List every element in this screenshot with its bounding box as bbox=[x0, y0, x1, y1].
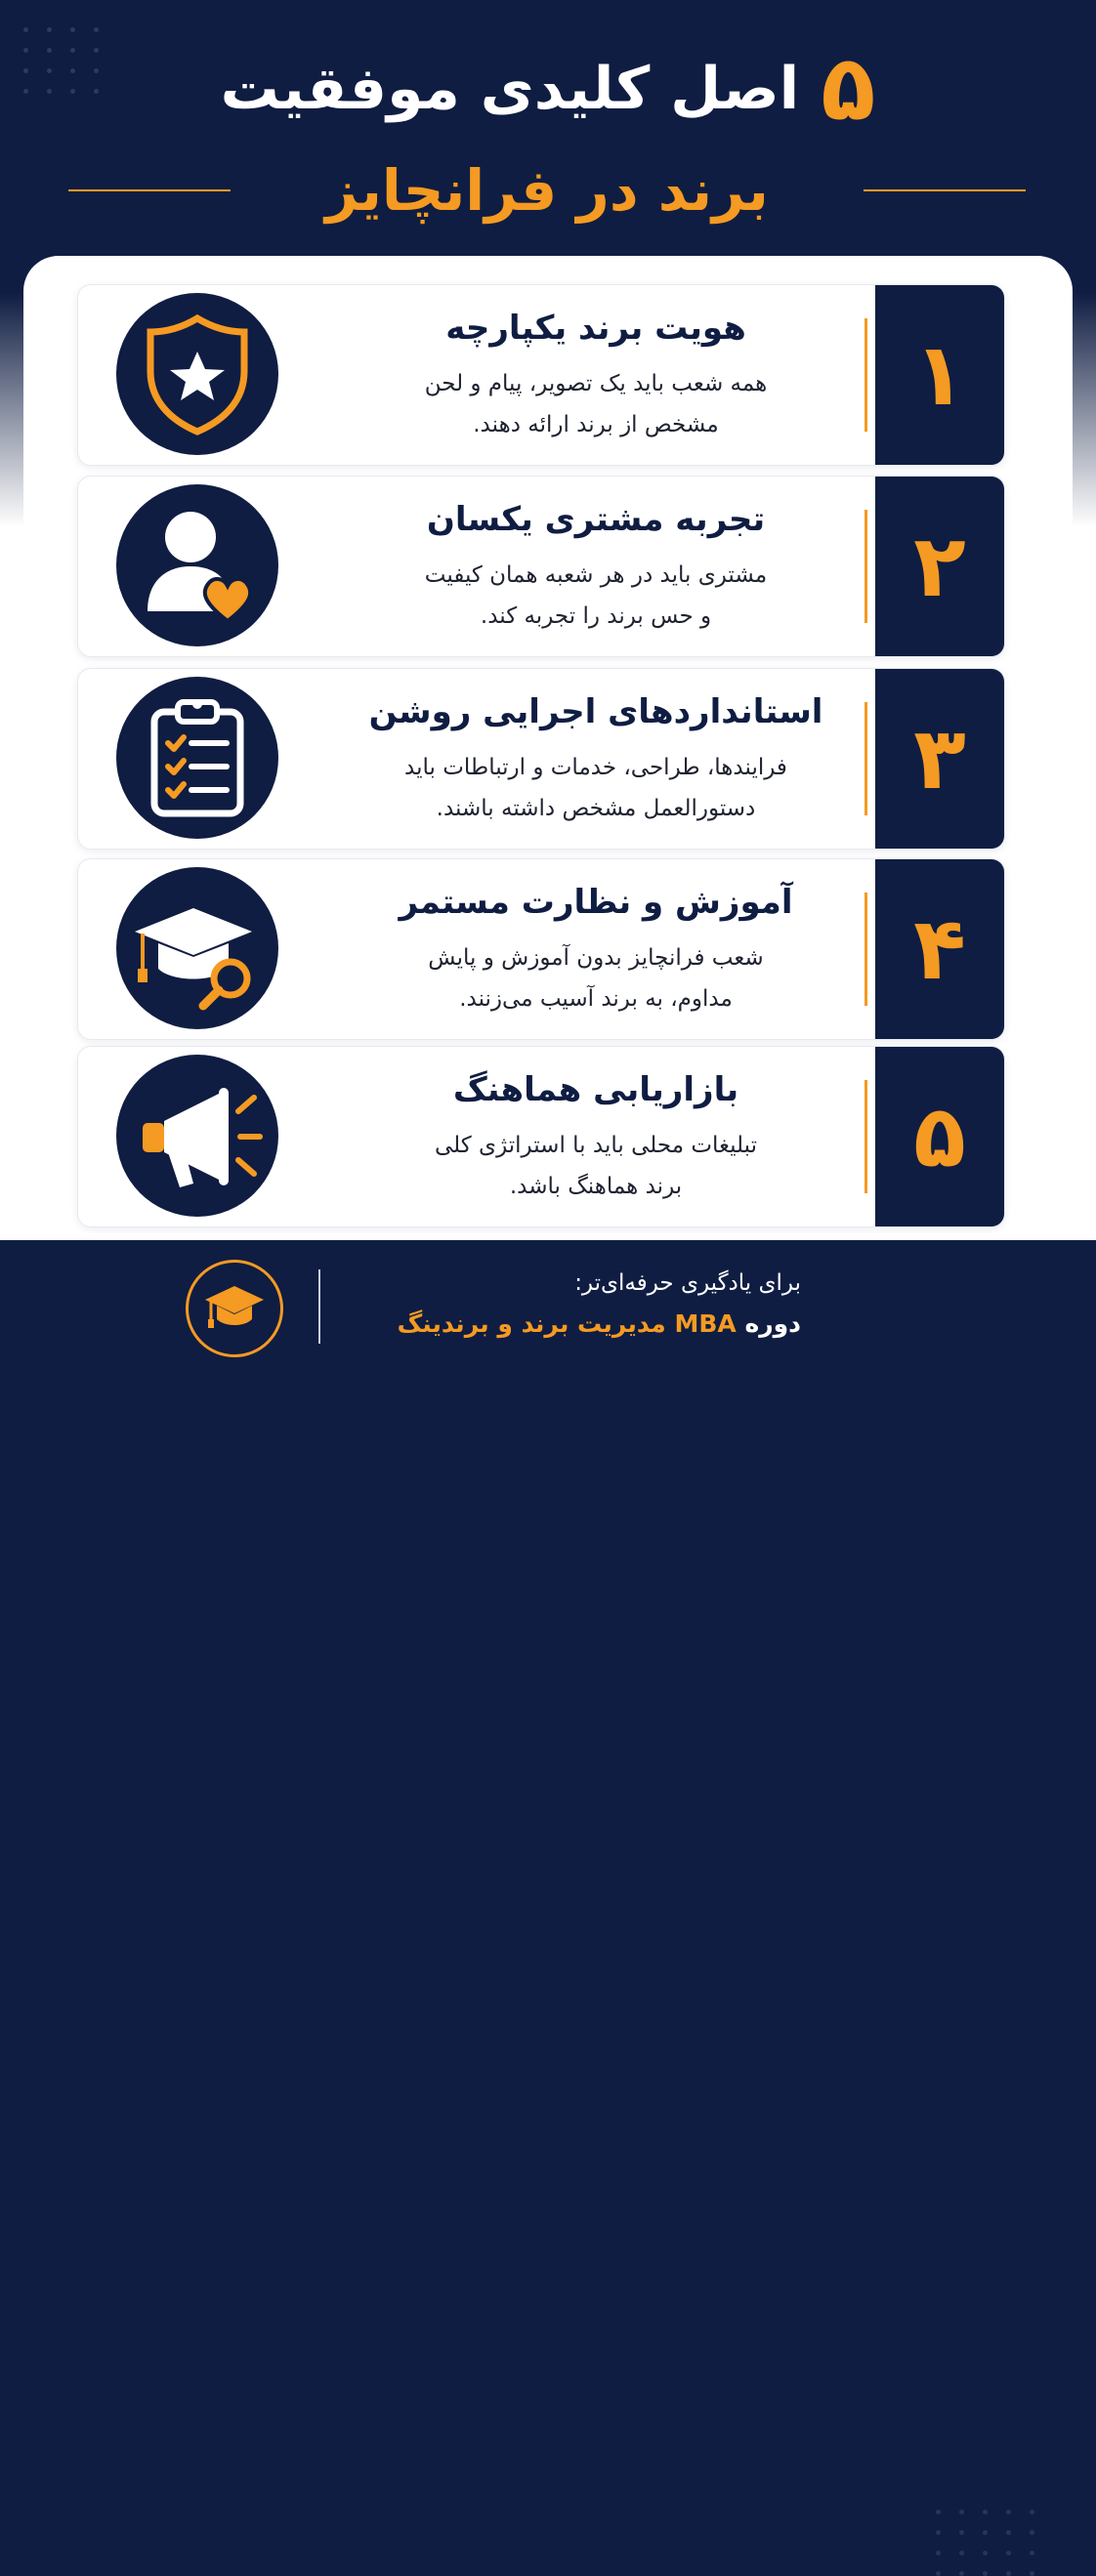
card-number: ۵ bbox=[913, 1086, 966, 1186]
customer-heart-icon bbox=[134, 502, 261, 629]
card-description-line-2: برند هماهنگ باشد. bbox=[509, 1174, 683, 1199]
card-number-tab bbox=[875, 1047, 1004, 1226]
card-number: ۴ bbox=[913, 898, 966, 999]
card-description-line-2: و حس برند را تجربه کند. bbox=[480, 603, 712, 629]
subtitle-row bbox=[68, 146, 1026, 234]
footer-course bbox=[352, 1303, 801, 1346]
accent-line bbox=[864, 1080, 867, 1193]
card-title: هویت برند یکپارچه bbox=[445, 309, 746, 348]
card-title: استانداردهای اجرایی روشن bbox=[368, 692, 823, 731]
card-description bbox=[361, 937, 830, 1019]
footer-icon-circle bbox=[186, 1260, 283, 1357]
card-text bbox=[361, 1066, 830, 1207]
card-description-line-1: شعب فرانچایز بدون آموزش و پایش bbox=[428, 945, 764, 971]
divider-right bbox=[864, 189, 1026, 191]
icon-circle bbox=[116, 293, 278, 455]
megaphone-icon bbox=[129, 1072, 266, 1199]
accent-line bbox=[864, 893, 867, 1006]
card-description-line-1: مشتری باید در هر شعبه همان کیفیت bbox=[424, 562, 768, 588]
clipboard-checklist-icon bbox=[139, 694, 256, 821]
accent-line bbox=[864, 702, 867, 815]
icon-circle bbox=[116, 484, 278, 646]
card-title: تجربه مشتری یکسان bbox=[426, 500, 766, 539]
card-description-line-1: تبلیغات محلی باید با استراتژی کلی bbox=[435, 1133, 757, 1158]
card-number-tab bbox=[875, 285, 1004, 465]
footer-lead: برای یادگیری حرفه‌ای‌تر: bbox=[574, 1270, 801, 1296]
card-text bbox=[361, 879, 830, 1019]
card-description-line-2: مشخص از برند ارائه دهند. bbox=[473, 412, 719, 437]
footer-banner bbox=[0, 1240, 1096, 1369]
icon-circle bbox=[116, 1055, 278, 1217]
icon-circle bbox=[116, 677, 278, 839]
page-title bbox=[0, 35, 1096, 143]
page-subtitle: برند در فرانچایز bbox=[325, 157, 769, 224]
principle-card-4 bbox=[77, 858, 1005, 1040]
card-number: ۱ bbox=[913, 324, 966, 425]
card-text bbox=[361, 496, 830, 637]
card-title: آموزش و نظارت مستمر bbox=[399, 883, 793, 922]
title-text: اصل کلیدی موفقیت bbox=[220, 55, 800, 123]
graduation-cap-magnifier-icon bbox=[129, 885, 266, 1012]
principle-card-3 bbox=[77, 668, 1005, 850]
shield-star-icon bbox=[139, 311, 256, 437]
principle-card-5 bbox=[77, 1046, 1005, 1227]
card-description bbox=[361, 555, 830, 637]
decorative-dots bbox=[936, 2510, 1037, 2576]
divider-left bbox=[68, 189, 231, 191]
card-description bbox=[361, 747, 830, 829]
footer-course-name: MBA مدیریت برند و برندینگ bbox=[397, 1309, 737, 1338]
principle-card-1 bbox=[77, 284, 1005, 466]
card-number-tab bbox=[875, 859, 1004, 1039]
card-number: ۲ bbox=[913, 516, 966, 616]
card-description-line-2: مداوم، به برند آسیب می‌زنند. bbox=[459, 986, 733, 1012]
footer-text bbox=[352, 1264, 801, 1346]
card-number-tab bbox=[875, 477, 1004, 656]
card-description-line-1: فرایندها، طراحی، خدمات و ارتباطات باید bbox=[404, 755, 787, 780]
card-description-line-2: دستورالعمل مشخص داشته باشند. bbox=[436, 796, 756, 821]
card-number-tab bbox=[875, 669, 1004, 849]
accent-line bbox=[864, 510, 867, 623]
icon-circle bbox=[116, 867, 278, 1029]
card-description-line-1: همه شعب باید یک تصویر، پیام و لحن bbox=[424, 371, 768, 396]
card-description bbox=[361, 363, 830, 445]
card-number: ۳ bbox=[913, 708, 966, 809]
card-title: بازاریابی هماهنگ bbox=[452, 1070, 739, 1109]
principle-card-2 bbox=[77, 476, 1005, 657]
accent-line bbox=[864, 318, 867, 432]
graduation-cap-icon bbox=[203, 1282, 266, 1335]
footer-course-prefix: دوره bbox=[744, 1309, 801, 1338]
footer-divider bbox=[318, 1269, 320, 1344]
card-text bbox=[361, 688, 830, 829]
card-description bbox=[361, 1125, 830, 1207]
title-number: ۵ bbox=[821, 36, 876, 141]
card-text bbox=[361, 305, 830, 445]
